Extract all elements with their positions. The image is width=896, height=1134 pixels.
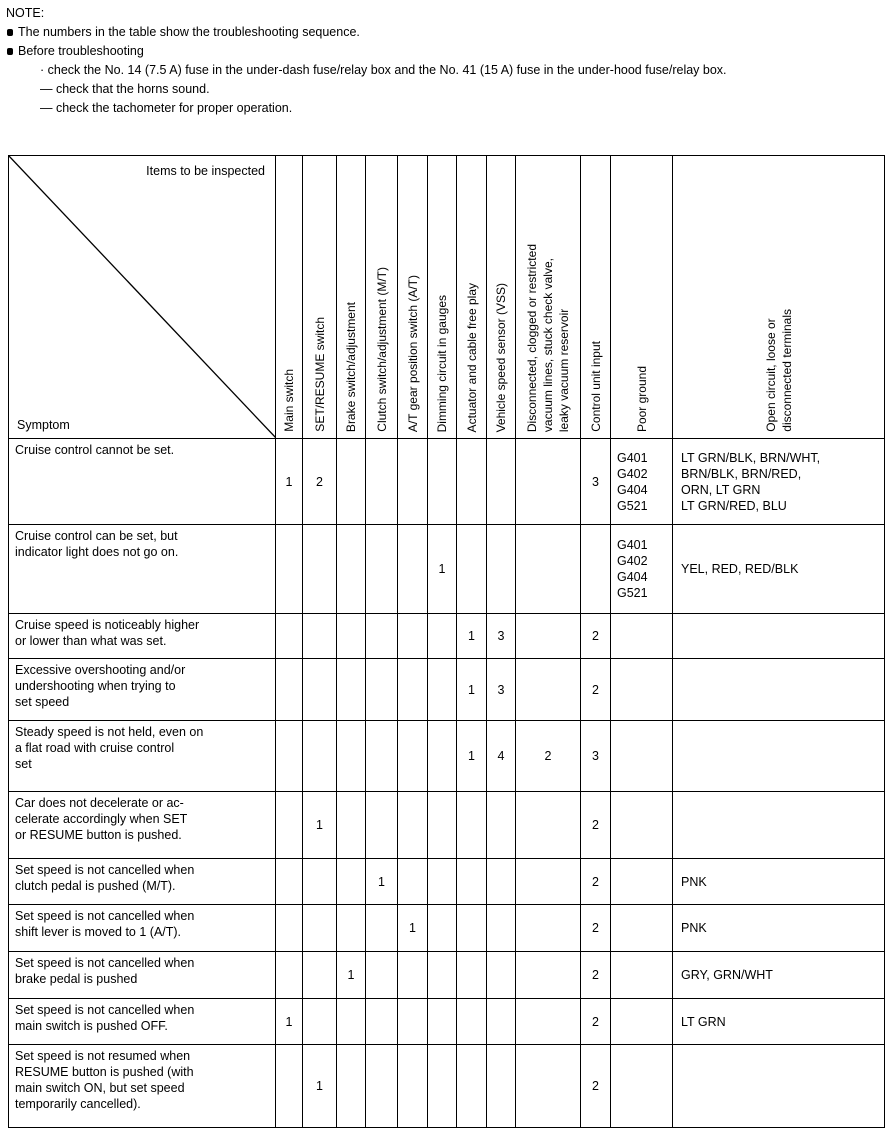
symptom-cell: Steady speed is not held, even on a flat road with cruise control set [9, 721, 276, 792]
sequence-cell-set-resume-switch [303, 614, 337, 659]
poor-ground-cell [611, 614, 673, 659]
sequence-cell-dimming-circuit [428, 859, 457, 905]
sequence-cell-actuator-cable [457, 952, 487, 999]
sequence-cell-brake-switch [337, 525, 366, 614]
symptom-cell: Excessive overshooting and/or undershooting when trying to set speed [9, 659, 276, 721]
note-subitem: · check the No. 14 (7.5 A) fuse in the under-dash fuse/relay box and the No. 41 (15 A) fuse in the under-hood fuse/relay box. [40, 63, 727, 77]
sequence-cell-at-gear-position-switch [398, 659, 428, 721]
sequence-cell-vehicle-speed-sensor [487, 792, 516, 859]
sequence-cell-at-gear-position-switch [398, 859, 428, 905]
column-header-label: Clutch switch/adjustment (M/T) [374, 267, 389, 432]
sequence-cell-control-unit-input: 2 [581, 792, 611, 859]
sequence-cell-brake-switch [337, 859, 366, 905]
sequence-cell-vacuum-lines [516, 792, 581, 859]
table-row [9, 792, 885, 859]
poor-ground-cell [611, 1045, 673, 1128]
column-header-clutch-switch [366, 156, 398, 439]
sequence-cell-control-unit-input: 2 [581, 952, 611, 999]
table-row [9, 999, 885, 1045]
open-circuit-cell [673, 1045, 885, 1128]
note-subitem: — check the tachometer for proper operation. [40, 101, 293, 115]
column-header-at-gear-position-switch [398, 156, 428, 439]
sequence-cell-actuator-cable [457, 525, 487, 614]
sequence-cell-at-gear-position-switch [398, 525, 428, 614]
sequence-cell-set-resume-switch [303, 859, 337, 905]
sequence-cell-set-resume-switch [303, 905, 337, 952]
poor-ground-cell [611, 721, 673, 792]
sequence-cell-main-switch [276, 525, 303, 614]
column-header-label: Vehicle speed sensor (VSS) [494, 282, 508, 432]
table-row [9, 952, 885, 999]
sequence-cell-vehicle-speed-sensor [487, 999, 516, 1045]
sequence-cell-clutch-switch [366, 792, 398, 859]
troubleshooting-table [8, 155, 885, 1128]
symptom-cell: Set speed is not cancelled when shift lever is moved to 1 (A/T). [9, 905, 276, 952]
sequence-cell-clutch-switch [366, 439, 398, 525]
note-bullet: Before troubleshooting [6, 42, 886, 61]
column-header-vehicle-speed-sensor [487, 156, 516, 439]
sequence-cell-clutch-switch: 1 [366, 859, 398, 905]
open-circuit-cell: PNK [673, 905, 885, 952]
sequence-cell-brake-switch [337, 439, 366, 525]
open-circuit-cell [673, 614, 885, 659]
sequence-cell-dimming-circuit [428, 905, 457, 952]
sequence-cell-main-switch: 1 [276, 999, 303, 1045]
column-header-label: Poor ground [634, 365, 649, 432]
note-bullet: The numbers in the table show the troubleshooting sequence. [6, 23, 886, 42]
poor-ground-cell [611, 999, 673, 1045]
sequence-cell-at-gear-position-switch [398, 439, 428, 525]
corner-cell [9, 156, 276, 439]
sequence-cell-brake-switch [337, 659, 366, 721]
sequence-cell-clutch-switch [366, 905, 398, 952]
sequence-cell-vacuum-lines [516, 952, 581, 999]
column-header-label: Open circuit, loose or disconnected terminals [763, 309, 794, 432]
poor-ground-cell [611, 952, 673, 999]
sequence-cell-main-switch [276, 614, 303, 659]
table-row [9, 525, 885, 614]
table-row [9, 614, 885, 659]
header-row [9, 156, 885, 439]
table-row [9, 905, 885, 952]
notes [6, 4, 886, 118]
sequence-cell-set-resume-switch [303, 999, 337, 1045]
sequence-cell-vacuum-lines [516, 1045, 581, 1128]
sequence-cell-set-resume-switch [303, 721, 337, 792]
sequence-cell-vacuum-lines [516, 905, 581, 952]
sequence-cell-actuator-cable [457, 859, 487, 905]
sequence-cell-main-switch [276, 859, 303, 905]
table-row [9, 659, 885, 721]
sequence-cell-vacuum-lines: 2 [516, 721, 581, 792]
sequence-cell-main-switch [276, 659, 303, 721]
sequence-cell-actuator-cable [457, 999, 487, 1045]
column-header-label: Control unit input [588, 341, 603, 432]
open-circuit-cell: LT GRN [673, 999, 885, 1045]
sequence-cell-at-gear-position-switch [398, 999, 428, 1045]
sequence-cell-main-switch [276, 721, 303, 792]
sequence-cell-brake-switch [337, 792, 366, 859]
sequence-cell-clutch-switch [366, 721, 398, 792]
sequence-cell-actuator-cable [457, 1045, 487, 1128]
sequence-cell-brake-switch [337, 721, 366, 792]
sequence-cell-clutch-switch [366, 952, 398, 999]
sequence-cell-vehicle-speed-sensor [487, 952, 516, 999]
sequence-cell-vacuum-lines [516, 439, 581, 525]
sequence-cell-dimming-circuit [428, 439, 457, 525]
sequence-cell-main-switch [276, 1045, 303, 1128]
sequence-cell-vehicle-speed-sensor [487, 905, 516, 952]
column-header-dimming-circuit [428, 156, 457, 439]
column-header-label: A/T gear position switch (A/T) [405, 274, 420, 432]
note-subitem: — check that the horns sound. [40, 82, 210, 96]
sequence-cell-control-unit-input: 3 [581, 439, 611, 525]
open-circuit-cell: GRY, GRN/WHT [673, 952, 885, 999]
symptom-cell: Set speed is not resumed when RESUME button is pushed (with main switch ON, but set speed temporarily cancelled). [9, 1045, 276, 1128]
poor-ground-cell [611, 792, 673, 859]
table-row [9, 859, 885, 905]
sequence-cell-control-unit-input: 2 [581, 1045, 611, 1128]
sequence-cell-vehicle-speed-sensor: 4 [487, 721, 516, 792]
sequence-cell-main-switch [276, 905, 303, 952]
sequence-cell-vehicle-speed-sensor: 3 [487, 614, 516, 659]
sequence-cell-main-switch: 1 [276, 439, 303, 525]
sequence-cell-dimming-circuit [428, 1045, 457, 1128]
diagonal-divider [9, 156, 276, 438]
column-header-set-resume-switch [303, 156, 337, 439]
table-row [9, 721, 885, 792]
sequence-cell-actuator-cable: 1 [457, 659, 487, 721]
sequence-cell-vehicle-speed-sensor [487, 439, 516, 525]
sequence-cell-vehicle-speed-sensor [487, 525, 516, 614]
sequence-cell-at-gear-position-switch [398, 952, 428, 999]
sequence-cell-control-unit-input: 2 [581, 905, 611, 952]
sequence-cell-control-unit-input: 2 [581, 614, 611, 659]
sequence-cell-at-gear-position-switch [398, 792, 428, 859]
sequence-cell-clutch-switch [366, 659, 398, 721]
sequence-cell-control-unit-input: 2 [581, 999, 611, 1045]
sequence-cell-actuator-cable: 1 [457, 721, 487, 792]
column-header-brake-switch [337, 156, 366, 439]
column-header-label: Disconnected, clogged or restricted vacuum lines, stuck check valve, leaky vacuum reservoir [525, 243, 571, 432]
sequence-cell-clutch-switch [366, 999, 398, 1045]
poor-ground-cell [611, 905, 673, 952]
sequence-cell-main-switch [276, 952, 303, 999]
sequence-cell-control-unit-input: 3 [581, 721, 611, 792]
sequence-cell-brake-switch [337, 1045, 366, 1128]
sequence-cell-actuator-cable [457, 439, 487, 525]
sequence-cell-set-resume-switch [303, 659, 337, 721]
sequence-cell-clutch-switch [366, 614, 398, 659]
poor-ground-cell [611, 859, 673, 905]
open-circuit-cell [673, 721, 885, 792]
column-header-vacuum-lines [516, 156, 581, 439]
sequence-cell-vacuum-lines [516, 999, 581, 1045]
sequence-cell-dimming-circuit [428, 614, 457, 659]
column-header-actuator-cable [457, 156, 487, 439]
sequence-cell-clutch-switch [366, 1045, 398, 1128]
symptom-cell: Car does not decelerate or ac- celerate accordingly when SET or RESUME button is pushed. [9, 792, 276, 859]
column-header-main-switch [276, 156, 303, 439]
sequence-cell-set-resume-switch: 2 [303, 439, 337, 525]
symptom-label: Symptom [17, 418, 70, 432]
sequence-cell-at-gear-position-switch [398, 614, 428, 659]
column-header-label: Actuator and cable free play [464, 282, 479, 432]
column-header-control-unit-input [581, 156, 611, 439]
poor-ground-cell: G401 G402 G404 G521 [611, 525, 673, 614]
sequence-cell-vacuum-lines [516, 859, 581, 905]
open-circuit-cell: LT GRN/BLK, BRN/WHT, BRN/BLK, BRN/RED, ORN, LT GRN LT GRN/RED, BLU [673, 439, 885, 525]
sequence-cell-dimming-circuit [428, 999, 457, 1045]
sequence-cell-dimming-circuit [428, 659, 457, 721]
sequence-cell-control-unit-input [581, 525, 611, 614]
column-header-label: SET/RESUME switch [312, 317, 327, 432]
sequence-cell-set-resume-switch [303, 952, 337, 999]
sequence-cell-dimming-circuit [428, 721, 457, 792]
sequence-cell-brake-switch [337, 614, 366, 659]
sequence-cell-actuator-cable [457, 792, 487, 859]
symptom-cell: Cruise speed is noticeably higher or lower than what was set. [9, 614, 276, 659]
sequence-cell-control-unit-input: 2 [581, 659, 611, 721]
open-circuit-cell: PNK [673, 859, 885, 905]
symptom-cell: Set speed is not cancelled when brake pedal is pushed [9, 952, 276, 999]
poor-ground-cell [611, 659, 673, 721]
symptom-cell: Set speed is not cancelled when main switch is pushed OFF. [9, 999, 276, 1045]
sequence-cell-main-switch [276, 792, 303, 859]
sequence-cell-dimming-circuit [428, 792, 457, 859]
sequence-cell-vehicle-speed-sensor [487, 859, 516, 905]
sequence-cell-brake-switch [337, 905, 366, 952]
table-row [9, 439, 885, 525]
poor-ground-cell: G401 G402 G404 G521 [611, 439, 673, 525]
sequence-cell-set-resume-switch: 1 [303, 792, 337, 859]
sequence-cell-dimming-circuit: 1 [428, 525, 457, 614]
column-header-label: Brake switch/adjustment [344, 301, 358, 432]
column-header-label: Dimming circuit in gauges [435, 294, 449, 432]
sequence-cell-set-resume-switch: 1 [303, 1045, 337, 1128]
sequence-cell-actuator-cable [457, 905, 487, 952]
sequence-cell-dimming-circuit [428, 952, 457, 999]
table-row [9, 1045, 885, 1128]
symptom-cell: Cruise control can be set, but indicator light does not go on. [9, 525, 276, 614]
sequence-cell-vehicle-speed-sensor: 3 [487, 659, 516, 721]
open-circuit-cell [673, 659, 885, 721]
sequence-cell-clutch-switch [366, 525, 398, 614]
symptom-cell: Set speed is not cancelled when clutch pedal is pushed (M/T). [9, 859, 276, 905]
sequence-cell-actuator-cable: 1 [457, 614, 487, 659]
sequence-cell-at-gear-position-switch: 1 [398, 905, 428, 952]
sequence-cell-control-unit-input: 2 [581, 859, 611, 905]
open-circuit-cell [673, 792, 885, 859]
column-header-label: Main switch [282, 369, 296, 432]
sequence-cell-vacuum-lines [516, 614, 581, 659]
sequence-cell-vacuum-lines [516, 525, 581, 614]
sequence-cell-vehicle-speed-sensor [487, 1045, 516, 1128]
open-circuit-cell: YEL, RED, RED/BLK [673, 525, 885, 614]
sequence-cell-at-gear-position-switch [398, 721, 428, 792]
sequence-cell-at-gear-position-switch [398, 1045, 428, 1128]
note-title: NOTE: [6, 6, 45, 20]
sequence-cell-set-resume-switch [303, 525, 337, 614]
items-label: Items to be inspected [146, 164, 265, 178]
column-header-open-circuit [673, 156, 885, 439]
sequence-cell-brake-switch: 1 [337, 952, 366, 999]
column-header-poor-ground [611, 156, 673, 439]
symptom-cell: Cruise control cannot be set. [9, 439, 276, 525]
sequence-cell-brake-switch [337, 999, 366, 1045]
sequence-cell-vacuum-lines [516, 659, 581, 721]
